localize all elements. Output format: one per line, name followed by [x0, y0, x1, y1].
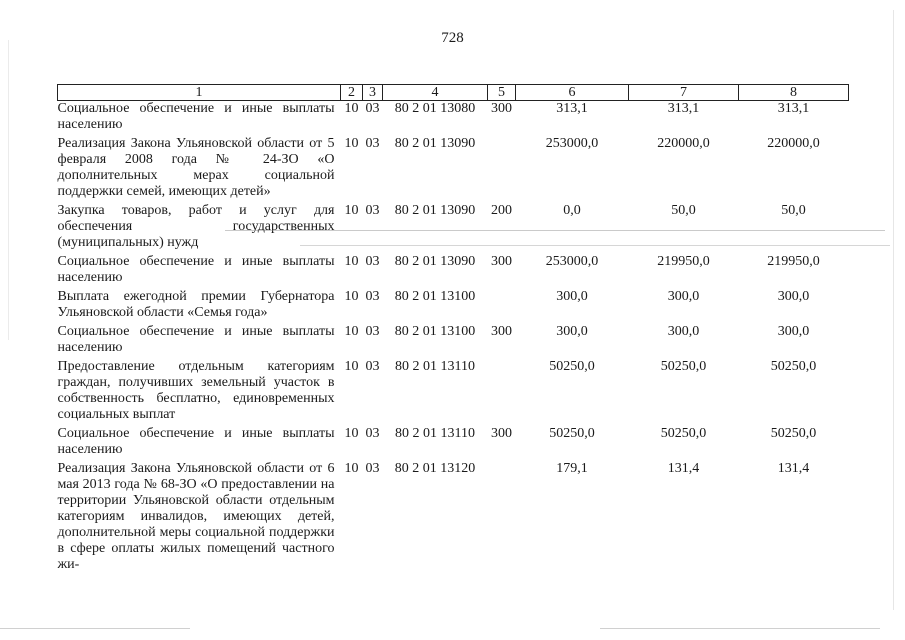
- amount-col7: 131,4: [667, 461, 700, 476]
- column-header: 8: [739, 85, 849, 101]
- amount-col6: 253000,0: [545, 136, 599, 151]
- section-code: 10: [344, 203, 359, 218]
- target-article: 80 2 01 13100: [394, 324, 476, 339]
- amount-col8: 131,4: [777, 461, 810, 476]
- subsection-code: 03: [365, 359, 380, 374]
- scan-artifact-line: [600, 628, 880, 629]
- expense-type: [488, 136, 516, 203]
- column-header: 4: [383, 85, 488, 101]
- table-row: [58, 136, 849, 203]
- section-code: 10: [344, 136, 359, 151]
- subsection-code: 03: [365, 254, 380, 269]
- amount-col7: 300,0: [667, 324, 700, 339]
- table-row: [58, 324, 849, 359]
- expense-type: [488, 359, 516, 426]
- expense-type: 300: [491, 324, 512, 339]
- section-code: 10: [344, 426, 359, 441]
- expense-type: 300: [491, 101, 512, 116]
- amount-col8: 50250,0: [770, 359, 817, 374]
- header-row: [58, 85, 849, 101]
- expense-type: 200: [491, 203, 512, 218]
- table-row: [58, 203, 849, 254]
- page-number: 728: [441, 30, 464, 46]
- target-article: 80 2 01 13110: [395, 426, 475, 441]
- row-description: Социальное обеспечение и иные выплаты населению: [57, 254, 335, 285]
- section-code: 10: [344, 101, 359, 116]
- row-description: Реализация Закона Ульяновской области от 6 мая 2013 года № 68-ЗО «О предоставлении на территории Ульяновской области отдельным категориям инвалидов, имеющих детей, дополнительной меры социальной поддержки в сфере оплаты жилых помещений частного жи-: [57, 461, 335, 572]
- amount-col6: 300,0: [556, 324, 588, 339]
- amount-col6: 313,1: [556, 101, 588, 116]
- column-header: 7: [629, 85, 739, 101]
- target-article: 80 2 01 13080: [394, 101, 476, 116]
- table-row: [58, 254, 849, 289]
- scan-artifact-edge: [8, 40, 9, 340]
- subsection-code: 03: [365, 324, 380, 339]
- row-description: Социальное обеспечение и иные выплаты населению: [57, 426, 335, 457]
- section-code: 10: [344, 289, 359, 304]
- column-header: 3: [363, 85, 383, 101]
- scan-artifact-line: [300, 245, 890, 246]
- expense-type: 300: [491, 254, 512, 269]
- amount-col7: 220000,0: [657, 136, 710, 151]
- row-description: Выплата ежегодной премии Губернатора Ульяновской области «Семья года»: [57, 289, 335, 320]
- amount-col8: 300,0: [777, 289, 810, 304]
- subsection-code: 03: [365, 289, 380, 304]
- column-header: 5: [488, 85, 516, 101]
- amount-col6: 50250,0: [549, 359, 595, 374]
- amount-col6: 179,1: [556, 461, 588, 476]
- row-description: Закупка товаров, работ и услуг для обеспечения государственных (муниципальных) нужд: [57, 203, 335, 250]
- amount-col6: 253000,0: [545, 254, 599, 269]
- section-code: 10: [344, 254, 359, 269]
- subsection-code: 03: [365, 101, 380, 116]
- column-header: 2: [341, 85, 363, 101]
- table-row: [58, 359, 849, 426]
- row-description: Реализация Закона Ульяновской области от 5 февраля 2008 года № 24-ЗО «О дополнительных мерах социальной поддержки семей, имеющих детей»: [57, 136, 335, 199]
- amount-col7: 50250,0: [660, 426, 707, 441]
- row-description: Социальное обеспечение и иные выплаты населению: [57, 101, 335, 132]
- target-article: 80 2 01 13110: [395, 359, 475, 374]
- subsection-code: 03: [365, 461, 380, 476]
- section-code: 10: [344, 461, 359, 476]
- target-article: 80 2 01 13090: [394, 254, 476, 269]
- amount-col7: 300,0: [667, 289, 700, 304]
- budget-table: [57, 84, 849, 576]
- subsection-code: 03: [365, 203, 380, 218]
- amount-col7: 219950,0: [657, 254, 710, 269]
- table-row: [58, 289, 849, 324]
- amount-col6: 50250,0: [549, 426, 595, 441]
- amount-col8: 220000,0: [767, 136, 820, 151]
- column-header: 6: [516, 85, 629, 101]
- row-description: Социальное обеспечение и иные выплаты населению: [57, 324, 335, 355]
- target-article: 80 2 01 13120: [394, 461, 476, 476]
- amount-col6: 0,0: [563, 203, 581, 218]
- scan-artifact-edge: [893, 10, 894, 610]
- amount-col6: 300,0: [556, 289, 588, 304]
- expense-type: [488, 289, 516, 324]
- row-description: Предоставление отдельным категориям граждан, получивших земельный участок в собственность бесплатно, единовременных социальных выплат: [57, 359, 335, 422]
- subsection-code: 03: [365, 136, 380, 151]
- amount-col8: 313,1: [777, 101, 810, 116]
- target-article: 80 2 01 13090: [394, 136, 476, 151]
- table-row: [58, 101, 849, 137]
- amount-col8: 50,0: [781, 203, 806, 218]
- subsection-code: 03: [365, 426, 380, 441]
- target-article: 80 2 01 13090: [394, 203, 476, 218]
- amount-col8: 219950,0: [767, 254, 820, 269]
- expense-type: 300: [491, 426, 512, 441]
- scan-artifact-line: [225, 230, 885, 231]
- expense-type: [488, 461, 516, 576]
- amount-col8: 50250,0: [770, 426, 817, 441]
- scan-artifact-line: [0, 628, 190, 629]
- amount-col7: 50,0: [671, 203, 696, 218]
- table-row: [58, 461, 849, 576]
- amount-col7: 50250,0: [660, 359, 707, 374]
- table-row: [58, 426, 849, 461]
- section-code: 10: [344, 324, 359, 339]
- column-header: 1: [58, 85, 341, 101]
- amount-col7: 313,1: [667, 101, 700, 116]
- section-code: 10: [344, 359, 359, 374]
- target-article: 80 2 01 13100: [394, 289, 476, 304]
- amount-col8: 300,0: [777, 324, 810, 339]
